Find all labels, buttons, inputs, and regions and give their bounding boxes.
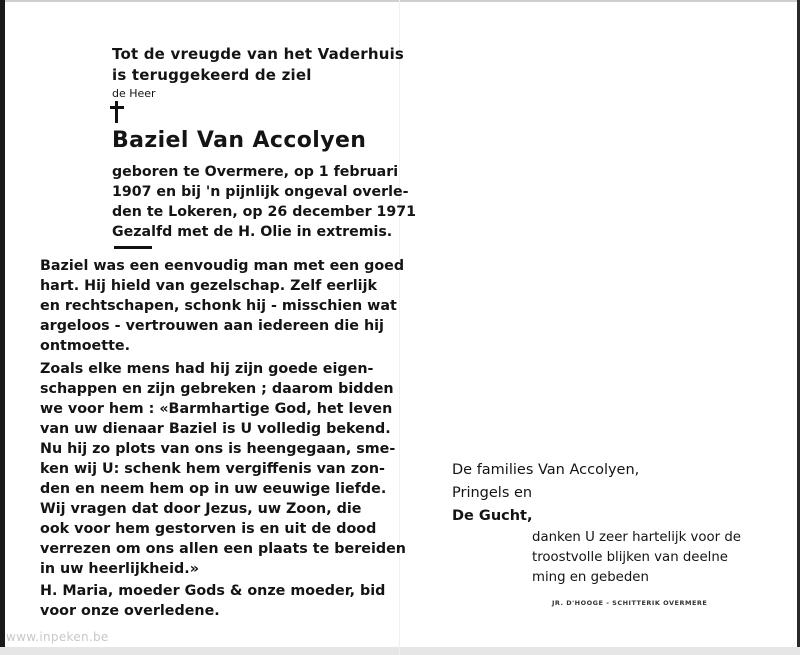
thanks-family-line: De Gucht,: [452, 508, 533, 524]
card-bottom-edge: [0, 647, 800, 655]
thanks-family-line: De families Van Accolyen,: [452, 462, 640, 478]
body-line: ken wij U: schenk hem vergiffenis van zon-: [40, 461, 385, 477]
intro-line-1: Tot de vreugde van het Vaderhuis: [112, 45, 405, 63]
body-line: en rechtschapen, schonk hij - misschien wat: [40, 298, 397, 314]
deceased-name: Baziel Van Accolyen: [112, 128, 367, 153]
body-line: ontmoette.: [40, 338, 131, 354]
body-line: H. Maria, moeder Gods & onze moeder, bid: [40, 583, 386, 599]
body-line: hart. Hij hield van gezelschap. Zelf eerlijk: [40, 278, 377, 294]
printer-imprint: JR. D'HOOGE - SCHITTERIK OVERMERE: [552, 599, 708, 607]
body-line: Nu hij zo plots van ons is heengegaan, sme-: [40, 441, 396, 457]
body-line: schappen en zijn gebreken ; daarom bidden: [40, 381, 394, 397]
thanks-message-line: troostvolle blijken van deelne: [532, 550, 728, 565]
card-left-edge: [0, 0, 5, 655]
body-line: van uw dienaar Baziel is U volledig bekend.: [40, 421, 391, 437]
body-line: argeloos - vertrouwen aan iedereen die hij: [40, 318, 384, 334]
thanks-message-line: ming en gebeden: [532, 570, 649, 585]
thanks-family-line: Pringels en: [452, 485, 533, 501]
body-line: ook voor hem gestorven is en uit de dood: [40, 521, 377, 537]
watermark: www.inpeken.be: [6, 630, 109, 644]
body-line: verrezen om ons allen een plaats te bereiden: [40, 541, 406, 557]
body-line: Zoals elke mens had hij zijn goede eigen-: [40, 361, 374, 377]
bio-line-3: den te Lokeren, op 26 december 1971: [112, 204, 416, 220]
body-line: we voor hem : «Barmhartige God, het leven: [40, 401, 393, 417]
bio-line-1: geboren te Overmere, op 1 februari: [112, 164, 399, 180]
body-line: Wij vragen dat door Jezus, uw Zoon, die: [40, 501, 362, 517]
card-top-edge: [0, 0, 800, 2]
body-line: voor onze overledene.: [40, 603, 220, 619]
divider: [114, 246, 152, 249]
bio-line-4: Gezalfd met de H. Olie in extremis.: [112, 224, 393, 240]
body-line: den en neem hem op in uw eeuwige liefde.: [40, 481, 387, 497]
bio-line-2: 1907 en bij 'n pijnlijk ongeval overle-: [112, 184, 409, 200]
intro-line-2: is teruggekeerd de ziel: [112, 66, 312, 84]
body-line: Baziel was een eenvoudig man met een goed: [40, 258, 405, 274]
cross-icon: [110, 101, 124, 123]
thanks-message-line: danken U zeer hartelijk voor de: [532, 530, 741, 545]
title-prefix: de Heer: [112, 87, 156, 100]
body-line: in uw heerlijkheid.»: [40, 561, 199, 577]
